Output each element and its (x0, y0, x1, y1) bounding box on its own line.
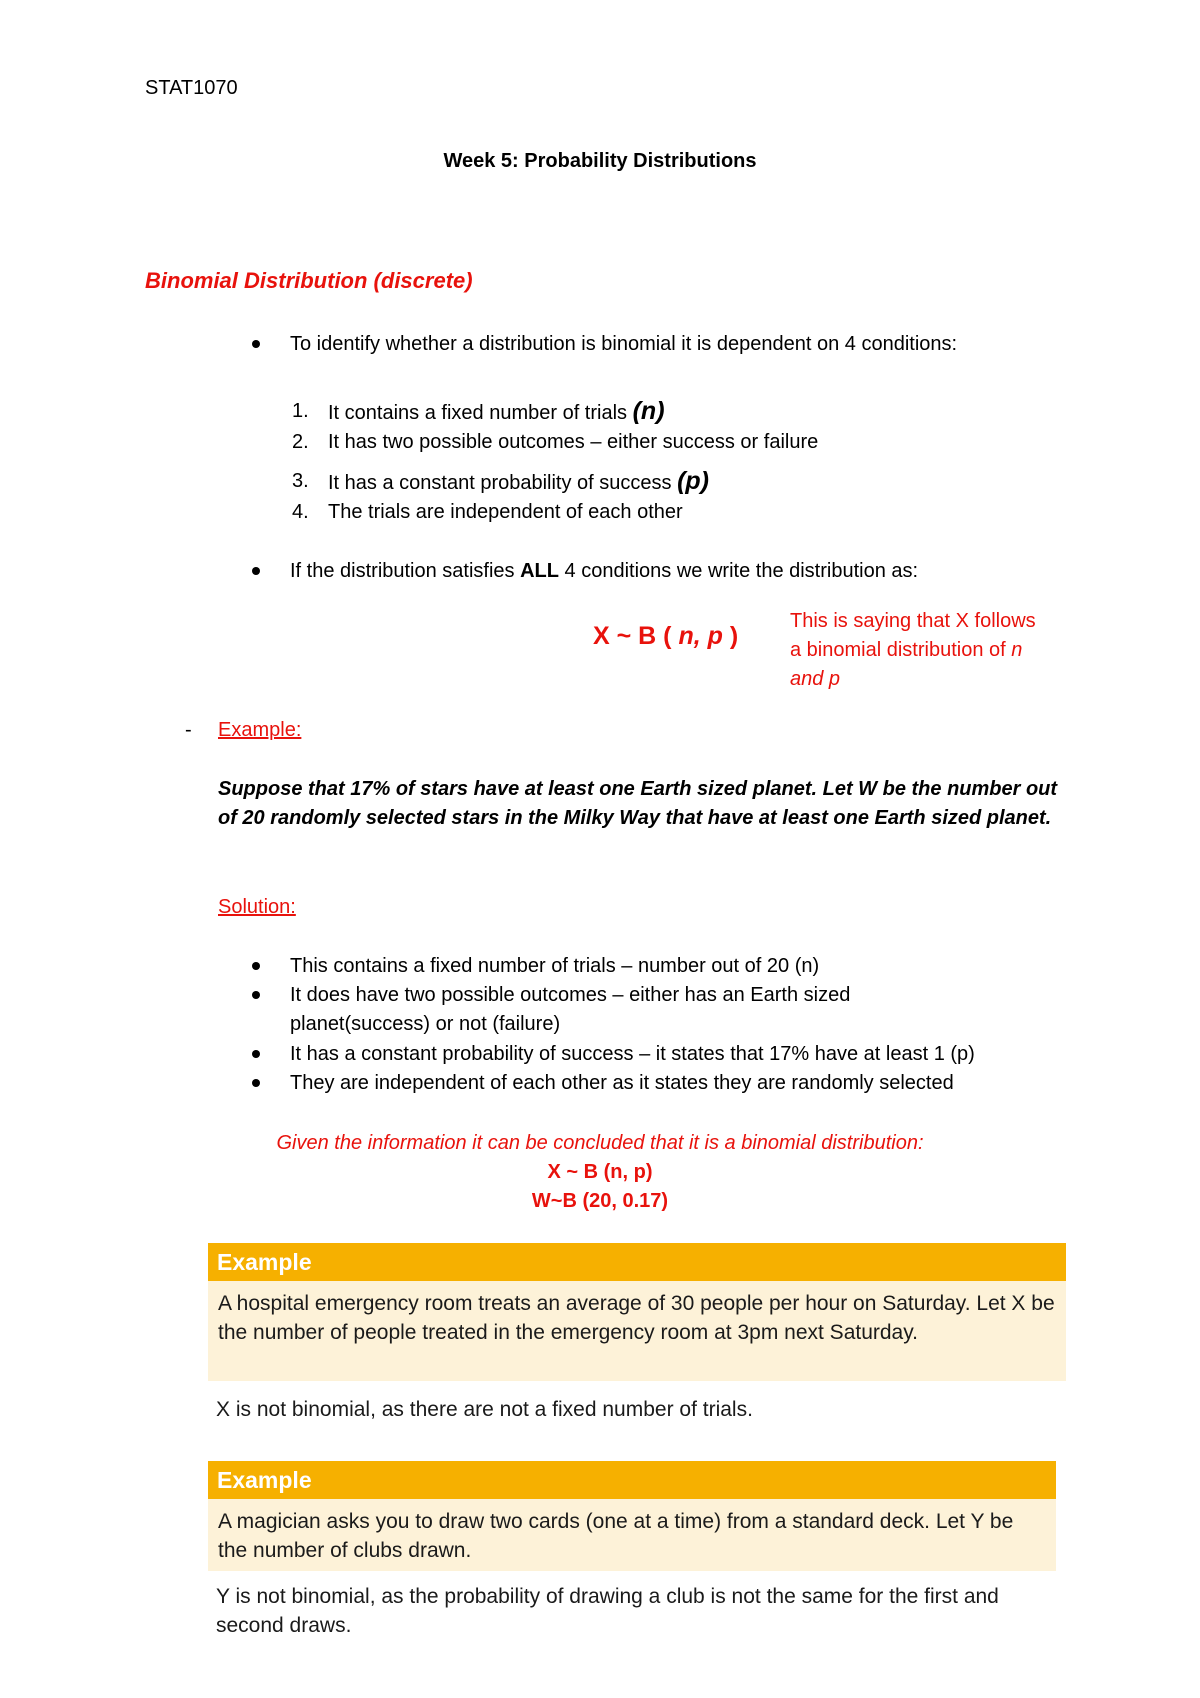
formula-note-line1: This is saying that X follows (790, 610, 1036, 632)
solution-bullet: This contains a fixed number of trials – number out of 20 (n) (290, 955, 820, 977)
note-line2-text: a binomial distribution of (790, 639, 1012, 661)
all-conditions-emphasis: ALL (520, 560, 559, 582)
example-dash: - (185, 719, 192, 741)
condition-number: 4. (292, 501, 309, 523)
note-line2-var: n (1011, 639, 1023, 661)
example-box-text: A hospital emergency room treats an average of 30 people per hour on Saturday. Let X be the number of people treated in the emergency room at 3pm next Saturday. (208, 1281, 1066, 1381)
bullet-icon (252, 567, 260, 575)
solution-bullet: It has a constant probability of success – it states that 17% have at least 1 (p) (290, 1043, 975, 1065)
condition-item (328, 428, 818, 457)
example-box-heading: Example (208, 1243, 1066, 1281)
formula-prefix: X ~ B ( (593, 622, 679, 650)
condition-text: It contains a fixed number of trials (328, 402, 633, 424)
formula-params: n, p (678, 622, 723, 650)
bullet-icon (252, 340, 260, 348)
solution-conclusion: Given the information it can be concluded that it is a binomial distribution: (276, 1132, 924, 1154)
condition-item (328, 467, 709, 498)
bullet-icon (252, 1079, 260, 1087)
page-title: Week 5: Probability Distributions (443, 150, 757, 172)
example-box-text: A magician asks you to draw two cards (one at a time) from a standard deck. Let Y be the number of clubs drawn. (208, 1499, 1056, 1571)
all-conditions-text (290, 557, 918, 586)
condition-number: 1. (292, 400, 309, 422)
formula-general: X ~ B (n, p) (547, 1161, 653, 1183)
condition-item (328, 397, 665, 428)
intro-bullet-text: To identify whether a distribution is binomial it is dependent on 4 conditions: (290, 333, 958, 355)
condition-text: The trials are independent of each other (328, 501, 683, 523)
binomial-formula (593, 622, 738, 651)
bullet-icon (252, 1050, 260, 1058)
all-conditions-before: If the distribution satisfies (290, 560, 521, 582)
solution-bullet: They are independent of each other as it states they are randomly selected (290, 1072, 954, 1094)
formula-specific: W~B (20, 0.17) (531, 1190, 669, 1212)
condition-item (328, 498, 683, 527)
bullet-icon (252, 991, 260, 999)
condition-text: It has two possible outcomes – either success or failure (328, 431, 819, 453)
condition-number: 3. (292, 470, 309, 492)
section-heading: Binomial Distribution (discrete) (145, 268, 473, 293)
example-label: Example: (218, 719, 302, 741)
example-box-heading: Example (208, 1461, 1056, 1499)
example-text: Suppose that 17% of stars have at least one Earth sized planet. Let W be the number out of 20 randomly selected stars in the Milky Way that have at least one Earth sized planet. (218, 778, 1058, 829)
condition-symbol: (p) (677, 467, 709, 495)
formula-note-line3: and p (790, 668, 841, 690)
example-box-answer: Y is not binomial, as the probability of drawing a club is not the same for the first and second draws. (216, 1585, 999, 1637)
bullet-icon (252, 962, 260, 970)
example-box-answer: X is not binomial, as there are not a fixed number of trials. (216, 1398, 753, 1421)
course-code: STAT1070 (145, 77, 238, 99)
formula-suffix: ) (722, 622, 739, 650)
solution-label: Solution: (218, 896, 296, 918)
condition-number: 2. (292, 431, 309, 453)
condition-text: It has a constant probability of success (328, 472, 678, 494)
solution-bullet: It does have two possible outcomes – either has an Earth sized planet(success) or not (failure) (290, 984, 851, 1035)
formula-note-line2 (790, 636, 1022, 665)
condition-symbol: (n) (632, 397, 665, 425)
all-conditions-after: 4 conditions we write the distribution as: (559, 560, 919, 582)
